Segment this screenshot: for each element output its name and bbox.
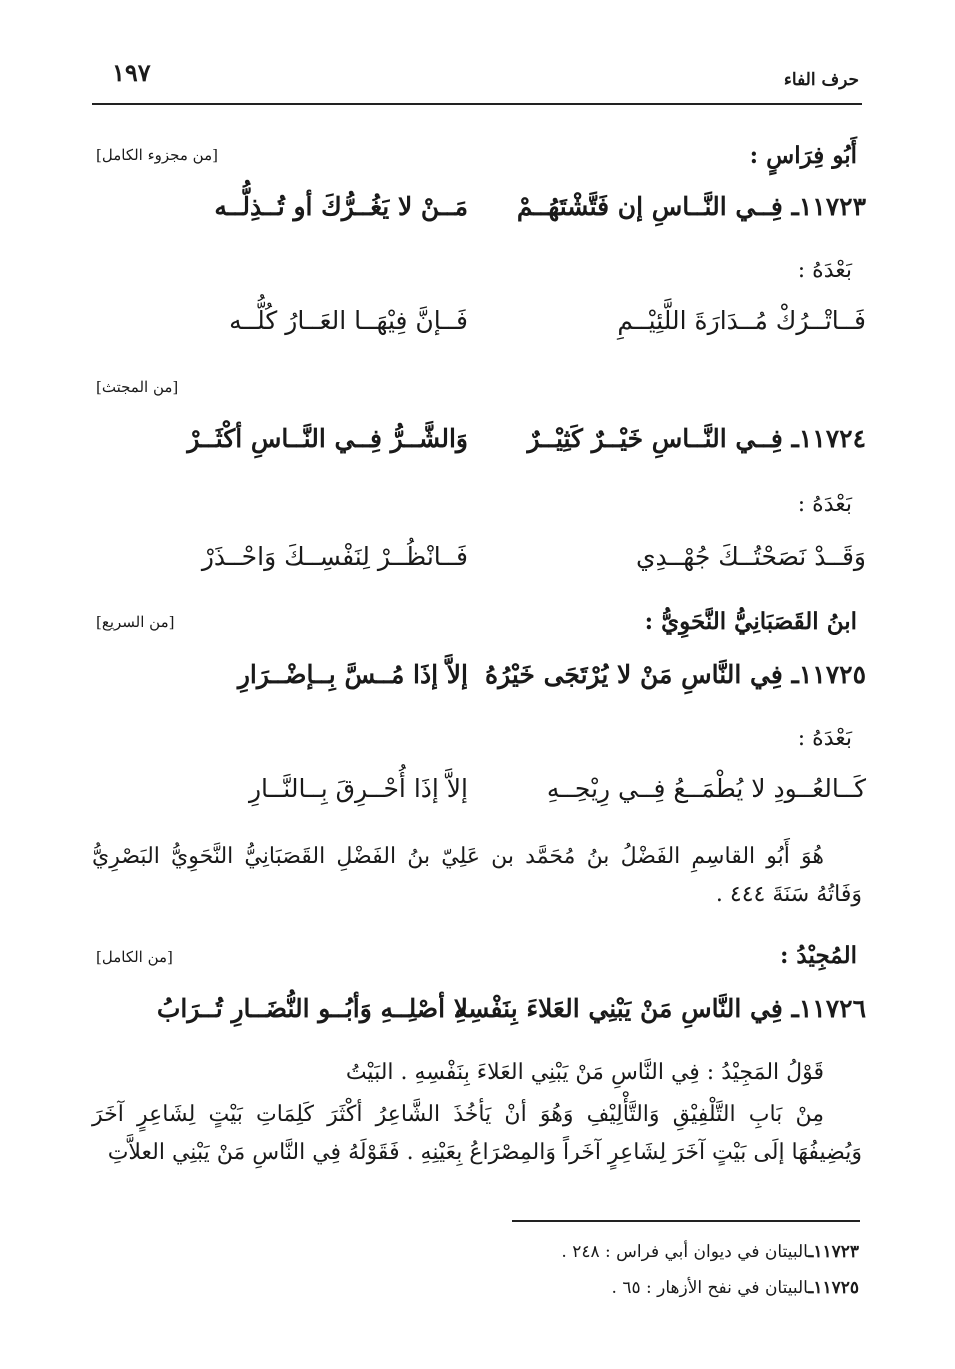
hemistich-text: فِي النَّاسِ مَنْ يَبْنِي العَلاءَ بِنَفْسِهِ xyxy=(454,994,783,1023)
footnote xyxy=(561,1242,859,1262)
verse-line xyxy=(96,660,866,708)
after-label: بَعْدَهُ : xyxy=(797,492,852,517)
hemistich-text: فِي النَّاسِ مَنْ لا يُرْتَجَى خَيْرُهُ xyxy=(485,660,783,689)
meter-label: [من الكامل] xyxy=(96,948,173,966)
meter-label: [من مجزوء الكامل] xyxy=(96,146,218,164)
verse-line xyxy=(96,542,866,590)
verse-hemistich-first xyxy=(496,192,866,221)
footnote-text: البيتان في ديوان أبي فراس : ٢٤٨ . xyxy=(561,1242,809,1262)
biography-text: هُوَ أَبُو القاسِمِ الفَضْلُ بنُ مُحَمَّد بن عَلِيّ بنُ الفَضْلِ القَصَبَانِيُّ النَّحَوِيُّ البَصْرِيُّ وَفَاتُهُ سَنَةَ ٤٤٤ . xyxy=(92,844,862,907)
verse-hemistich-first: وَقَــدْ نَصَحْتُــكَ جُهْــدِي xyxy=(635,542,866,571)
verse-hemistich-first: كَــالعُــودِ لا يُطْمَــعُ فِــي رِيْحِــهِ xyxy=(546,774,866,803)
chapter-title: حرف الفاء xyxy=(783,70,859,90)
meter-label: [من السريع] xyxy=(96,613,175,631)
verse-hemistich-second: إلاَّ إذَا أُحْــرِقَ بِــالنَّــارِ xyxy=(248,774,468,803)
verse-hemistich-second: فَــإنَّ فِيْهَــا العَــارُ كُلُّــه xyxy=(229,306,468,335)
verse-line xyxy=(96,424,866,472)
verse-hemistich-first: فَــاتْــرُكْ مُــدَارَةَ اللَّئِيْــمِ xyxy=(617,306,866,335)
poet-name: أَبُو فِرَاسٍ : xyxy=(749,142,857,169)
verse-line xyxy=(96,994,866,1042)
commentary xyxy=(92,1054,862,1172)
hemistich-text: فِــي النَّــاسِ إن فَتَّشْتَهُــمْ xyxy=(516,192,783,221)
footnote-divider xyxy=(512,1220,860,1222)
verse-number: ١١٧٢٥ـ xyxy=(791,660,866,689)
biography-note xyxy=(92,838,862,914)
commentary-paragraph: مِنْ بَابِ التَّلْفِيْقِ وَالتَّأْلِيْفِ وَهُوَ أنْ يَأخُذَ الشَّاعِرُ أكْثَرَ كَلِمَاتِ بَيْتٍ لِشَاعِرٍ آخَرَ وَيُضِيفُهَا إلَى بَيْتٍ آخَرَ لِشَاعِرٍ آخَراً وَالمِصْرَاعُ بِعَيْنِهِ . فَقَوْلَهُ فِي النَّاسِ مَنْ يَبْنِي العلاَّتِ xyxy=(92,1102,862,1165)
after-label: بَعْدَهُ : xyxy=(797,258,852,283)
commentary-line: قَوْلُ المَجِيْدُ : فِي النَّاسِ مَنْ يَبْنِي العَلاءَ بِنَفْسِهِ . البَيْتُ xyxy=(345,1060,824,1085)
footnote-number: ١١٧٢٥ـ xyxy=(808,1278,859,1298)
verse-hemistich-second: لا أصْلِــهِ وَأبُــو النُّضَــارِ تُــرَابُ xyxy=(156,994,468,1023)
verse-line xyxy=(96,774,866,822)
footnote-number: ١١٧٢٣ـ xyxy=(808,1242,859,1262)
poet-name: ابنُ القَصَبَانِيُّ النَّحَوِيُّ : xyxy=(644,608,857,635)
verse-hemistich-second: إلاَّ إذَا مُــسَّ بِــإضْــرَارِ xyxy=(237,660,468,689)
poet-name: المُجِيْدُ : xyxy=(779,942,857,969)
verse-number: ١١٧٢٦ـ xyxy=(791,994,866,1023)
verse-hemistich-first xyxy=(454,994,866,1023)
page-number: ١٩٧ xyxy=(112,58,151,87)
hemistich-text: فِــي النَّــاسِ خَيْــرٌ كَثِيْــرٌ xyxy=(527,424,783,453)
verse-line xyxy=(96,306,866,354)
verse-hemistich-second: وَالشَّــرُّ فِــي النَّــاسِ أكْثَــرْ xyxy=(187,424,468,453)
footnote xyxy=(612,1278,859,1298)
verse-number: ١١٧٢٤ـ xyxy=(791,424,866,453)
meter-label: [من المجتث] xyxy=(96,378,179,396)
verse-hemistich-first xyxy=(485,660,866,689)
verse-line xyxy=(96,192,866,240)
header-divider xyxy=(92,103,862,105)
verse-hemistich-second: مَــنْ لا يَغُــرُّكَ أو تُــذِلُّــه xyxy=(214,192,468,221)
verse-hemistich-second: فَــانْظُــرْ لِنَفْسِــكَ وَاحْــذَرْ xyxy=(201,542,468,571)
verse-hemistich-first xyxy=(496,424,866,453)
after-label: بَعْدَهُ : xyxy=(797,726,852,751)
verse-number: ١١٧٢٣ـ xyxy=(791,192,866,221)
footnote-text: البيتان في نفح الأزهار : ٦٥ . xyxy=(611,1278,809,1298)
